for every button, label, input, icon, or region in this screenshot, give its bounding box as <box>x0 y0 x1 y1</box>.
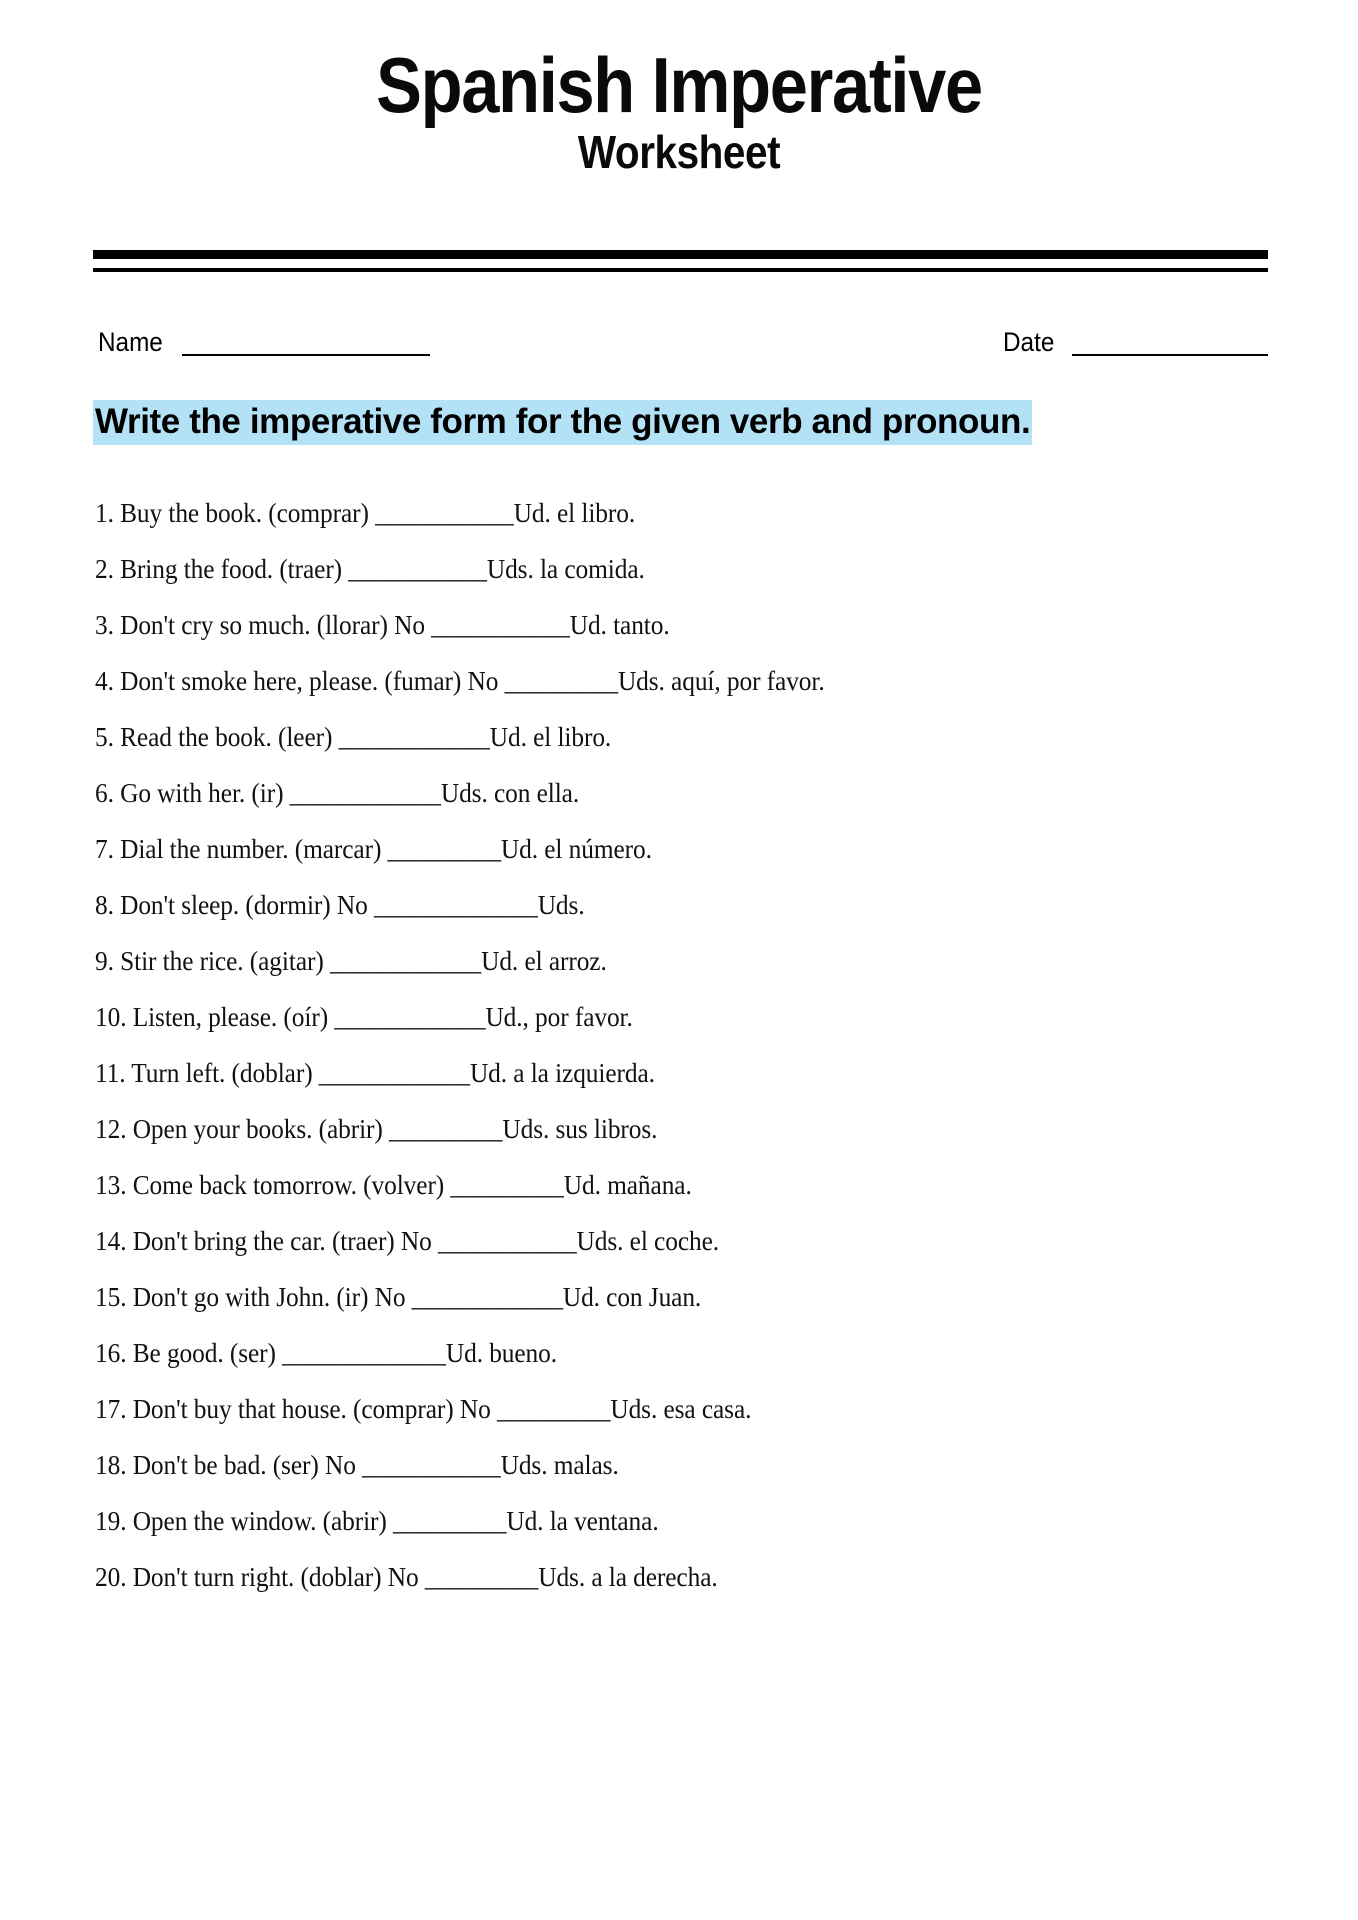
question-text: 3. Don't cry so much. (llorar) No ___________Ud. tanto. <box>95 610 670 640</box>
question-item <box>95 1452 1298 1508</box>
question-text: 5. Read the book. (leer) ____________Ud. el libro. <box>95 722 612 752</box>
question-text: 10. Listen, please. (oír) ____________Ud., por favor. <box>95 1002 633 1032</box>
question-text: 1. Buy the book. (comprar) ___________Ud. el libro. <box>95 498 636 528</box>
question-item <box>95 724 1298 780</box>
name-input-line[interactable] <box>182 328 430 356</box>
name-date-row <box>98 328 1268 356</box>
question-item <box>95 556 1298 612</box>
date-field[interactable] <box>1003 328 1268 356</box>
question-text: 4. Don't smoke here, please. (fumar) No _________Uds. aquí, por favor. <box>95 666 825 696</box>
question-text: 19. Open the window. (abrir) _________Ud. la ventana. <box>95 1506 659 1536</box>
question-item <box>95 780 1298 836</box>
page-title: Spanish Imperative <box>376 41 982 129</box>
question-text: 11. Turn left. (doblar) ____________Ud. a la izquierda. <box>95 1058 655 1088</box>
question-item <box>95 948 1298 1004</box>
name-field[interactable] <box>98 328 430 356</box>
question-text: 20. Don't turn right. (doblar) No _________Uds. a la derecha. <box>95 1562 718 1592</box>
question-text: 17. Don't buy that house. (comprar) No _________Uds. esa casa. <box>95 1394 752 1424</box>
question-text: 12. Open your books. (abrir) _________Uds. sus libros. <box>95 1114 658 1144</box>
question-item <box>95 668 1298 724</box>
question-text: 13. Come back tomorrow. (volver) _________Ud. mañana. <box>95 1170 692 1200</box>
question-item <box>95 1228 1298 1284</box>
date-input-line[interactable] <box>1072 328 1268 356</box>
question-item <box>95 1060 1298 1116</box>
question-list <box>95 500 1298 1620</box>
question-text: 7. Dial the number. (marcar) _________Ud. el número. <box>95 834 652 864</box>
question-text: 9. Stir the rice. (agitar) ____________Ud. el arroz. <box>95 946 607 976</box>
instruction-text: Write the imperative form for the given verb and pronoun. <box>93 400 1032 445</box>
question-text: 14. Don't bring the car. (traer) No ___________Uds. el coche. <box>95 1226 720 1256</box>
question-text: 2. Bring the food. (traer) ___________Uds. la comida. <box>95 554 645 584</box>
question-item <box>95 1004 1298 1060</box>
question-text: 16. Be good. (ser) _____________Ud. bueno. <box>95 1338 558 1368</box>
question-item <box>95 612 1298 668</box>
page-subtitle: Worksheet <box>577 126 781 179</box>
question-item <box>95 500 1298 556</box>
question-item <box>95 836 1298 892</box>
question-item <box>95 1340 1298 1396</box>
question-text: 6. Go with her. (ir) ____________Uds. con ella. <box>95 778 580 808</box>
name-label: Name <box>98 327 163 357</box>
question-item <box>95 1172 1298 1228</box>
question-text: 15. Don't go with John. (ir) No ____________Ud. con Juan. <box>95 1282 702 1312</box>
question-item <box>95 1396 1298 1452</box>
question-item <box>95 1564 1298 1620</box>
divider-rule-thick <box>93 250 1268 259</box>
question-text: 18. Don't be bad. (ser) No ___________Uds. malas. <box>95 1450 619 1480</box>
worksheet-header <box>0 0 1358 179</box>
question-item <box>95 892 1298 948</box>
divider-rule-thin <box>93 268 1268 272</box>
question-item <box>95 1116 1298 1172</box>
instruction-row <box>93 398 1298 445</box>
date-label: Date <box>1002 327 1055 357</box>
question-item <box>95 1508 1298 1564</box>
header-divider <box>93 250 1268 272</box>
question-item <box>95 1284 1298 1340</box>
question-text: 8. Don't sleep. (dormir) No _____________Uds. <box>95 890 585 920</box>
divider-rule-gap <box>93 259 1268 268</box>
